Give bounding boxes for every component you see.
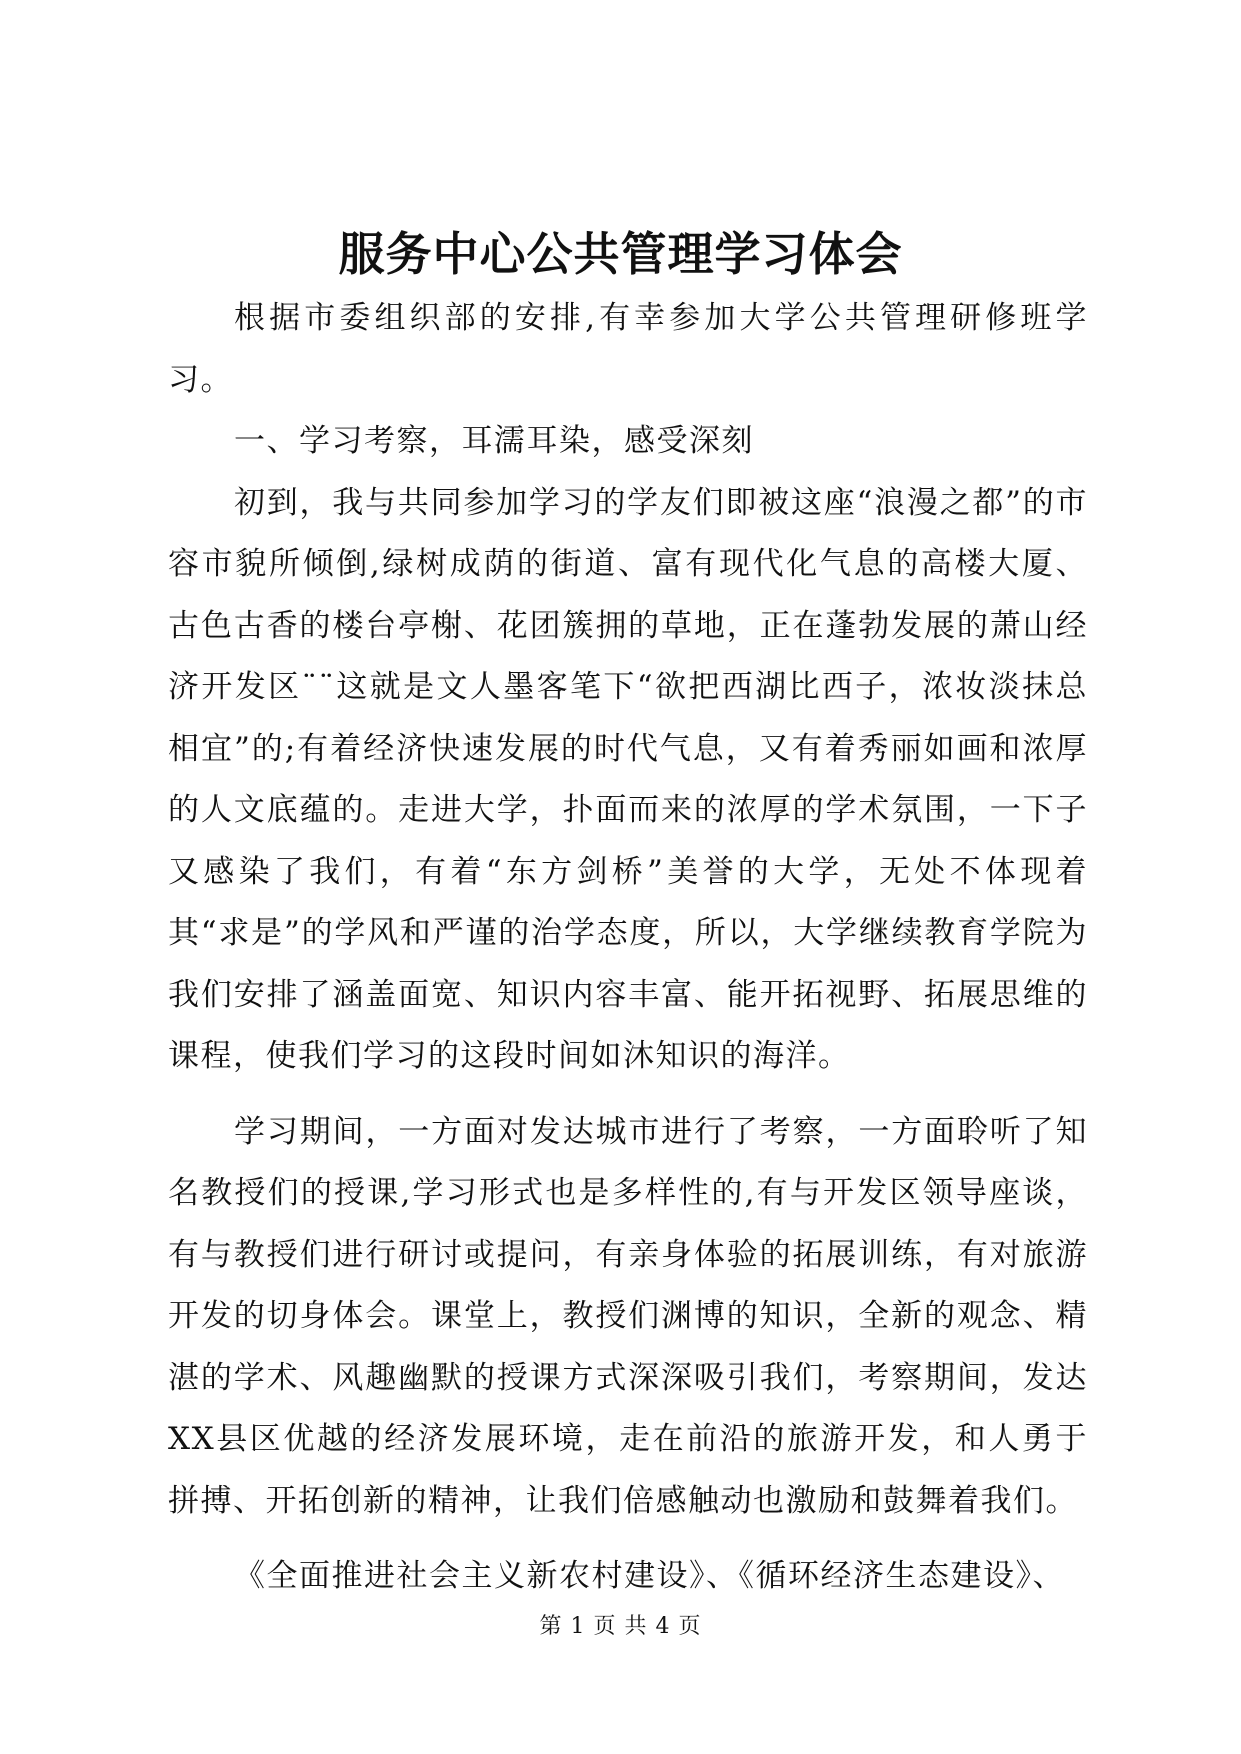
paragraph-courses: 《全面推进社会主义新农村建设》、《循环经济生态建设》、 [234, 1558, 1065, 1594]
document-title: 服务中心公共管理学习体会 [338, 227, 903, 281]
paragraph-study-period: 学习期间，一方面对发达城市进行了考察，一方面聆听了知名教授们的授课,学习形式也是多样性的,有与开发区领导座谈，有与教授们进行研讨或提问，有亲身体验的拓展训练，有对旅游开发的切身体会。课堂上，教授们渊博的知识，全新的观念、精湛的学术、风趣幽默的授课方式深深吸引我们，考察期间，发达XX县区优越的经济发展环境，走在前沿的旅游开发，和人勇于拼搏、开拓创新的精神，让我们倍感触动也激励和鼓舞着我们。 [168, 1113, 1088, 1519]
section-heading: 一、学习考察，耳濡耳染，感受深刻 [234, 423, 754, 459]
paragraph-intro: 根据市委组织部的安排,有幸参加大学公共管理研修班学习。 [168, 300, 1088, 398]
paragraph-arrival: 初到，我与共同参加学习的学友们即被这座“浪漫之都”的市容市貌所倾倒,绿树成荫的街道、富有现代化气息的高楼大厦、古色古香的楼台亭榭、花团簇拥的草地，正在蓬勃发展的萧山经济开发区¨¨这就是文人墨客笔下“欲把西湖比西子，浓妆淡抹总相宜”的;有着经济快速发展的时代气息，又有着秀丽如画和浓厚的人文底蕴的。走进大学，扑面而来的浓厚的学术氛围，一下子又感染了我们，有着“东方剑桥”美誉的大学，无处不体现着其“求是”的学风和严谨的治学态度，所以，大学继续教育学院为我们安排了涵盖面宽、知识内容丰富、能开拓视野、拓展思维的课程，使我们学习的这段时间如沐知识的海洋。 [168, 484, 1088, 1074]
document-body [168, 288, 1088, 1608]
page-number: 第 1 页 共 4 页 [539, 1614, 702, 1639]
